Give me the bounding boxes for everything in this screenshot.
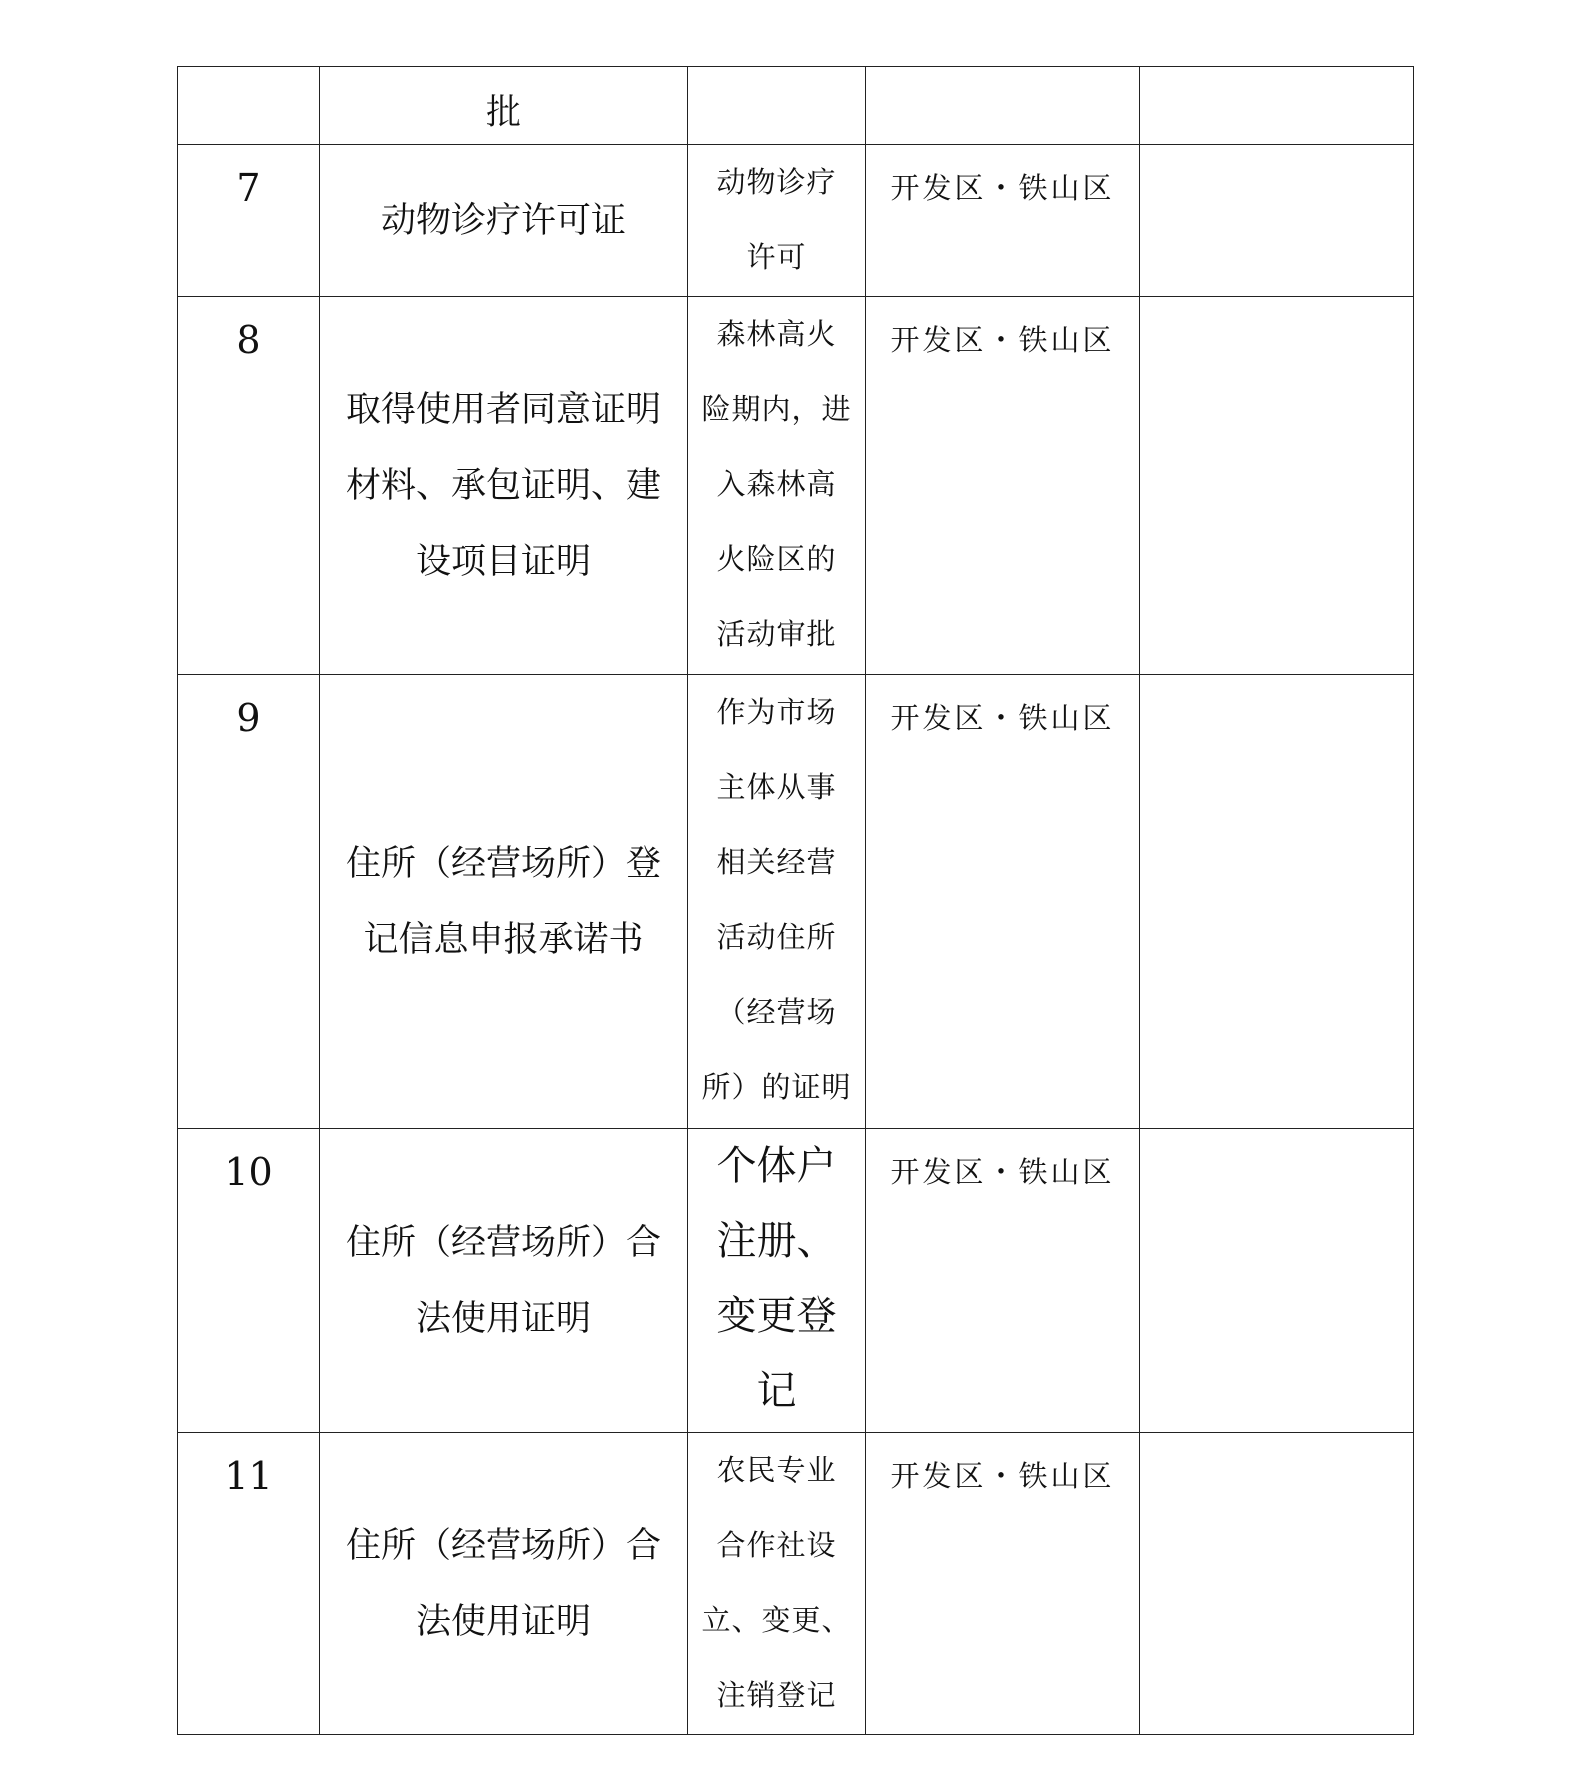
table-row (178, 675, 1414, 1129)
row-number: 10 (178, 1129, 320, 1433)
table-row (178, 145, 1414, 297)
row-number: 9 (178, 675, 320, 1129)
scope-cell (688, 67, 866, 145)
region-cell (866, 67, 1140, 145)
table-row (178, 297, 1414, 675)
remark-cell (1140, 675, 1414, 1129)
scope-cell: 作为市场 主体从事 相关经营 活动住所 （经营场 所）的证明 (688, 675, 866, 1129)
region-cell: 开发区・铁山区 (866, 675, 1140, 1129)
scope-cell: 森林高火 险期内，进 入森林高 火险区的 活动审批 (688, 297, 866, 675)
name-cell: 批 (320, 67, 688, 145)
scope-cell: 个体户 注册、 变更登 记 (688, 1129, 866, 1433)
row-number: 7 (178, 145, 320, 297)
table-row (178, 67, 1414, 145)
region-cell: 开发区・铁山区 (866, 145, 1140, 297)
table-row (178, 1129, 1414, 1433)
certificate-table (177, 66, 1414, 1735)
number-cell (178, 67, 320, 145)
name-text: 动物诊疗许可证 (380, 200, 626, 241)
name-cell: 住所（经营场所）合 法使用证明 (320, 1433, 688, 1735)
remark-cell (1140, 145, 1414, 297)
remark-cell (1140, 1129, 1414, 1433)
remark-cell (1140, 297, 1414, 675)
region-cell: 开发区・铁山区 (866, 297, 1140, 675)
remark-cell (1140, 1433, 1414, 1735)
name-cell: 住所（经营场所）登 记信息申报承诺书 (320, 675, 688, 1129)
row-number: 11 (178, 1433, 320, 1735)
name-cell: 取得使用者同意证明 材料、承包证明、建 设项目证明 (320, 297, 688, 675)
name-cell (320, 145, 688, 297)
remark-cell (1140, 67, 1414, 145)
scope-cell: 动物诊疗 许可 (688, 145, 866, 297)
row-number: 8 (178, 297, 320, 675)
scope-cell: 农民专业 合作社设 立、变更、 注销登记 (688, 1433, 866, 1735)
name-cell: 住所（经营场所）合 法使用证明 (320, 1129, 688, 1433)
region-cell: 开发区・铁山区 (866, 1129, 1140, 1433)
table-row (178, 1433, 1414, 1735)
region-cell: 开发区・铁山区 (866, 1433, 1140, 1735)
